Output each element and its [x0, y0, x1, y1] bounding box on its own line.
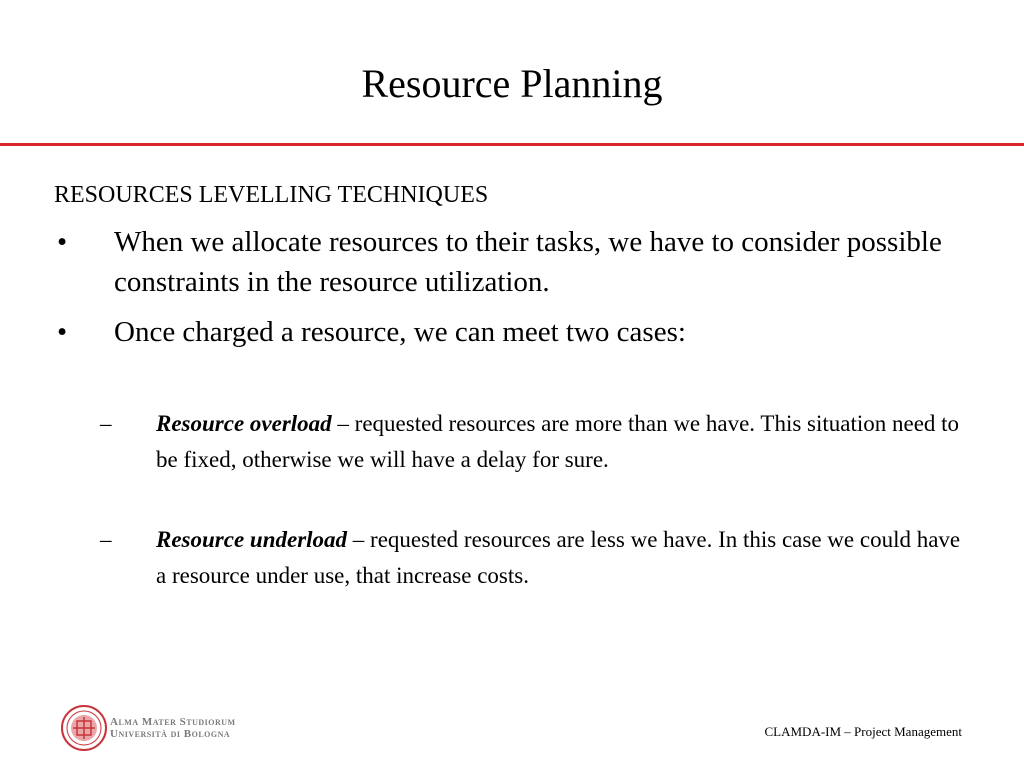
sub-bullet-text — [156, 406, 976, 478]
title-divider-line — [0, 143, 1024, 146]
term-underload: Resource underload — [156, 527, 348, 552]
term-overload: Resource overload — [156, 411, 332, 436]
bullet-text: When we allocate resources to their tasks, we have to consider possible constraints in the resource utilization. — [114, 226, 942, 298]
term-overload-description: – requested resources are more than we have. This situation need to be fixed, otherwise we will have a delay for sure. — [156, 411, 960, 472]
university-seal-icon — [60, 702, 108, 754]
bullet-marker: • — [57, 316, 68, 348]
title-divider — [0, 143, 1024, 146]
sub-bullet-marker: – — [100, 527, 112, 552]
logo-text-line2: Università di Bologna — [110, 728, 231, 740]
page-title: Resource Planning — [361, 61, 663, 106]
university-logo — [60, 702, 270, 754]
term-underload-description: – requested resources are less we have. In this case we could have a resource under use, that increase costs. — [156, 527, 961, 588]
sub-bullet-text — [156, 522, 976, 594]
bullet-text: Once charged a resource, we can meet two cases: — [114, 316, 686, 348]
bullet-marker: • — [57, 226, 68, 258]
footer-text: CLAMDA-IM – Project Management — [764, 724, 962, 739]
section-subheading: RESOURCES LEVELLING TECHNIQUES — [54, 182, 489, 208]
logo-text-line1: Alma Mater Studiorum — [110, 716, 236, 728]
sub-bullet-marker: – — [100, 411, 112, 436]
